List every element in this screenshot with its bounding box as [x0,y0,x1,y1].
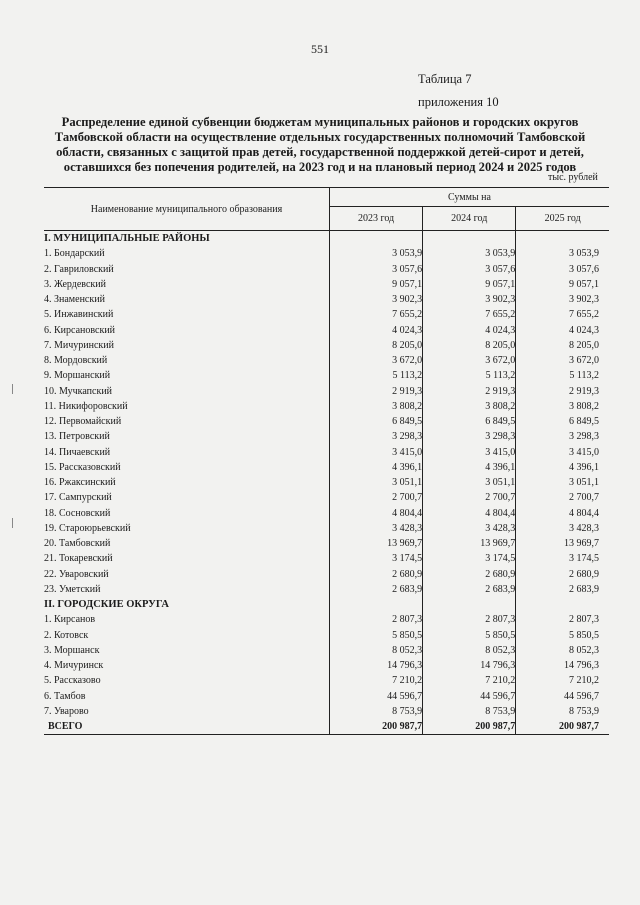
value-2025: 3 057,6 [569,263,599,275]
document-title [40,115,600,175]
value-2025: 3 415,0 [569,446,599,458]
value-2023: 3 808,2 [329,399,422,414]
table-row [44,384,609,399]
value-2024: 8 052,3 [423,643,516,658]
value-2024: 3 808,2 [423,399,516,414]
value-2023: 6 849,5 [329,414,422,429]
value-2025: 2 683,9 [569,583,599,595]
table-row [44,368,609,383]
municipality-name: 5. Рассказово [44,673,329,688]
municipality-name: 20. Тамбовский [44,536,329,551]
table-row [44,445,609,460]
value-2024: 13 969,7 [423,536,516,551]
table-row [44,490,609,505]
municipality-name: 16. Ржаксинский [44,475,329,490]
page-number: 551 [311,42,329,56]
total-2025: 200 987,7 [516,719,609,735]
table-row [44,612,609,627]
value-2023: 13 969,7 [329,536,422,551]
value-2024: 3 298,3 [423,429,516,444]
value-2025: 4 804,4 [569,507,599,519]
value-2023: 3 298,3 [329,429,422,444]
value-2023: 44 596,7 [329,689,422,704]
section-title: II. ГОРОДСКИЕ ОКРУГА [44,597,329,612]
header-year-2024: 2024 год [423,207,516,231]
value-2024: 3 672,0 [423,353,516,368]
value-2024: 5 850,5 [423,628,516,643]
municipality-name: 18. Сосновский [44,506,329,521]
municipality-name: 19. Староюрьевский [44,521,329,536]
table-row [44,673,609,688]
value-2024: 3 051,1 [423,475,516,490]
value-2024: 5 113,2 [423,368,516,383]
value-2025: 4 024,3 [569,324,599,336]
municipality-name: 1. Бондарский [44,246,329,261]
empty-cell [329,597,422,612]
value-2025: 2 807,3 [569,614,599,626]
value-2023: 7 655,2 [329,307,422,322]
value-2023: 2 700,7 [329,490,422,505]
table-row [44,292,609,307]
value-2023: 8 052,3 [329,643,422,658]
total-label: ВСЕГО [44,719,329,735]
table-row [44,521,609,536]
value-2023: 3 053,9 [329,246,422,261]
appendix-label: приложения 10 [418,95,499,109]
value-2025: 2 680,9 [569,568,599,580]
scan-mark [12,518,13,528]
header-year-2025: 2025 год [516,207,609,231]
value-2024: 7 655,2 [423,307,516,322]
table-row [44,475,609,490]
table-row [44,399,609,414]
municipality-name: 3. Моршанск [44,643,329,658]
value-2024: 2 700,7 [423,490,516,505]
municipality-name: 10. Мучкапский [44,384,329,399]
municipality-name: 11. Никифоровский [44,399,329,414]
municipality-name: 2. Котовск [44,628,329,643]
value-2025: 8 052,3 [569,644,599,656]
table-row [44,460,609,475]
value-2025: 3 174,5 [569,553,599,565]
table-row [44,689,609,704]
empty-cell [423,597,516,612]
table-row [44,277,609,292]
value-2025: 9 057,1 [569,278,599,290]
value-2025: 44 596,7 [564,690,599,702]
value-2024: 2 919,3 [423,384,516,399]
table-row [44,323,609,338]
value-2023: 3 902,3 [329,292,422,307]
header-year-2023: 2023 год [329,207,422,231]
municipality-name: 4. Знаменский [44,292,329,307]
value-2024: 4 024,3 [423,323,516,338]
value-2025: 7 210,2 [569,675,599,687]
value-2025: 2 700,7 [569,492,599,504]
value-2025: 5 113,2 [569,370,599,382]
value-2023: 2 683,9 [329,582,422,597]
value-2023: 3 057,6 [329,262,422,277]
municipality-name: 8. Мордовский [44,353,329,368]
municipality-name: 5. Инжавинский [44,307,329,322]
table-row [44,658,609,673]
value-2023: 8 205,0 [329,338,422,353]
value-2024: 3 053,9 [423,246,516,261]
value-2023: 7 210,2 [329,673,422,688]
value-2023: 2 807,3 [329,612,422,627]
table-row [44,353,609,368]
value-2024: 2 683,9 [423,582,516,597]
value-2024: 2 807,3 [423,612,516,627]
value-2024: 14 796,3 [423,658,516,673]
value-2023: 3 428,3 [329,521,422,536]
empty-cell [423,231,516,247]
municipality-name: 23. Уметский [44,582,329,597]
value-2024: 9 057,1 [423,277,516,292]
value-2024: 44 596,7 [423,689,516,704]
value-2023: 4 804,4 [329,506,422,521]
value-2023: 3 174,5 [329,551,422,566]
table-row [44,704,609,719]
value-2025: 5 850,5 [569,629,599,641]
value-2023: 8 753,9 [329,704,422,719]
table-row [44,246,609,261]
value-2024: 3 174,5 [423,551,516,566]
value-2025: 3 298,3 [569,431,599,443]
municipality-name: 21. Токаревский [44,551,329,566]
municipality-name: 9. Моршанский [44,368,329,383]
value-2023: 3 415,0 [329,445,422,460]
total-2023: 200 987,7 [329,719,422,735]
total-2024: 200 987,7 [423,719,516,735]
value-2023: 4 024,3 [329,323,422,338]
title-line: оставшихся без попечения родителей, на 2023 год и на плановый период 2024 и 2025 годов [63,160,577,174]
value-2024: 4 804,4 [423,506,516,521]
municipality-name: 12. Первомайский [44,414,329,429]
municipality-name: 22. Уваровский [44,567,329,582]
value-2024: 3 057,6 [423,262,516,277]
value-2023: 2 919,3 [329,384,422,399]
value-2025: 4 396,1 [569,461,599,473]
value-2025: 2 919,3 [569,385,599,397]
municipality-name: 17. Сампурский [44,490,329,505]
value-2024: 4 396,1 [423,460,516,475]
municipality-name: 6. Кирсановский [44,323,329,338]
municipality-name: 4. Мичуринск [44,658,329,673]
value-2025: 7 655,2 [569,309,599,321]
value-2024: 8 753,9 [423,704,516,719]
units-label: тыс. рублей [548,172,598,183]
value-2025: 3 053,9 [569,248,599,260]
section-row [44,231,609,247]
value-2024: 8 205,0 [423,338,516,353]
header-name: Наименование муниципального образования [44,188,329,231]
value-2025: 8 753,9 [569,705,599,717]
value-2025: 13 969,7 [564,538,599,550]
value-2025: 8 205,0 [569,339,599,351]
section-row [44,597,609,612]
table-body [44,231,609,735]
value-2023: 3 672,0 [329,353,422,368]
table-row [44,643,609,658]
table-row [44,582,609,597]
table-row [44,262,609,277]
value-2025: 3 051,1 [569,477,599,489]
value-2025: 3 808,2 [569,400,599,412]
table-row [44,506,609,521]
value-2025: 3 672,0 [569,355,599,367]
municipality-name: 6. Тамбов [44,689,329,704]
municipality-name: 7. Мичуринский [44,338,329,353]
value-2023: 9 057,1 [329,277,422,292]
table-row [44,567,609,582]
value-2023: 14 796,3 [329,658,422,673]
value-2024: 2 680,9 [423,567,516,582]
municipality-name: 3. Жердевский [44,277,329,292]
scan-mark [12,384,13,394]
value-2023: 5 850,5 [329,628,422,643]
table-row [44,536,609,551]
municipality-name: 1. Кирсанов [44,612,329,627]
value-2025: 14 796,3 [564,660,599,672]
table-row [44,628,609,643]
value-2024: 3 428,3 [423,521,516,536]
title-line: области, связанных с защитой прав детей, государственной поддержкой детей-сирот и детей, [56,145,584,159]
value-2024: 3 415,0 [423,445,516,460]
value-2025: 6 849,5 [569,416,599,428]
value-2024: 7 210,2 [423,673,516,688]
value-2024: 3 902,3 [423,292,516,307]
value-2025: 3 902,3 [569,294,599,306]
empty-cell [329,231,422,247]
table-row [44,338,609,353]
title-line: Тамбовской области на осуществление отдельных государственных полномочий Тамбовской [54,130,586,144]
table-row [44,307,609,322]
value-2024: 6 849,5 [423,414,516,429]
subsidy-table [44,187,609,735]
section-title: I. МУНИЦИПАЛЬНЫЕ РАЙОНЫ [44,231,329,247]
municipality-name: 2. Гавриловский [44,262,329,277]
header-sums: Суммы на [329,188,609,207]
empty-cell [516,231,609,247]
value-2023: 2 680,9 [329,567,422,582]
table-row [44,414,609,429]
municipality-name: 7. Уварово [44,704,329,719]
empty-cell [516,597,609,612]
value-2023: 4 396,1 [329,460,422,475]
table-label: Таблица 7 [418,72,472,86]
value-2023: 5 113,2 [329,368,422,383]
value-2023: 3 051,1 [329,475,422,490]
value-2025: 3 428,3 [569,522,599,534]
total-row [44,719,609,735]
municipality-name: 14. Пичаевский [44,445,329,460]
table-row [44,551,609,566]
table-row [44,429,609,444]
municipality-name: 15. Рассказовский [44,460,329,475]
title-line: Распределение единой субвенции бюджетам муниципальных районов и городских округов [61,115,579,129]
municipality-name: 13. Петровский [44,429,329,444]
